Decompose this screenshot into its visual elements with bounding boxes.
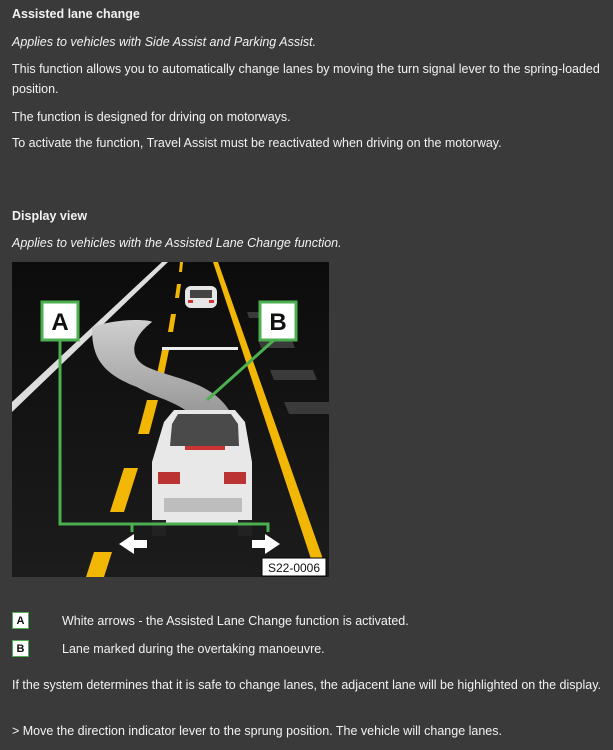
paragraph-function-description: This function allows you to automatically change lanes by moving the turn signal lever to the spring-loaded position. <box>12 62 600 96</box>
legend-text-a: White arrows - the Assisted Lane Change function is activated. <box>62 614 409 628</box>
section-title-assisted-lane-change: Assisted lane change <box>12 7 140 21</box>
section-title-display-view: Display view <box>12 209 88 223</box>
paragraph-activation: To activate the function, Travel Assist must be reactivated when driving on the motorway. <box>12 136 502 150</box>
applies-note-1: Applies to vehicles with Side Assist and Parking Assist. <box>12 35 317 49</box>
legend-key-a: A <box>12 612 29 629</box>
callout-a <box>42 302 78 340</box>
instruction-step: > Move the direction indicator lever to the sprung position. The vehicle will change lanes. <box>12 724 502 738</box>
paragraph-motorways: The function is designed for driving on motorways. <box>12 110 291 124</box>
callout-b <box>260 302 296 340</box>
legend-row-b <box>12 640 602 660</box>
distant-car <box>185 286 217 308</box>
legend-key-b: B <box>12 640 29 657</box>
ego-car <box>152 410 252 536</box>
svg-text:A: A <box>51 309 69 336</box>
stop-line <box>162 347 238 350</box>
figure-code-label <box>262 558 326 576</box>
svg-text:S22-0006: S22-0006 <box>267 561 321 575</box>
paragraph-safe-lane-change: If the system determines that it is safe to change lanes, the adjacent lane will be highlighted on the display. <box>12 678 602 692</box>
applies-note-2: Applies to vehicles with the Assisted Lane Change function. <box>12 236 342 250</box>
display-view-illustration <box>12 262 329 577</box>
legend-text-b: Lane marked during the overtaking manoeuvre. <box>62 642 325 656</box>
svg-text:B: B <box>269 309 287 336</box>
legend-row-a <box>12 612 602 632</box>
